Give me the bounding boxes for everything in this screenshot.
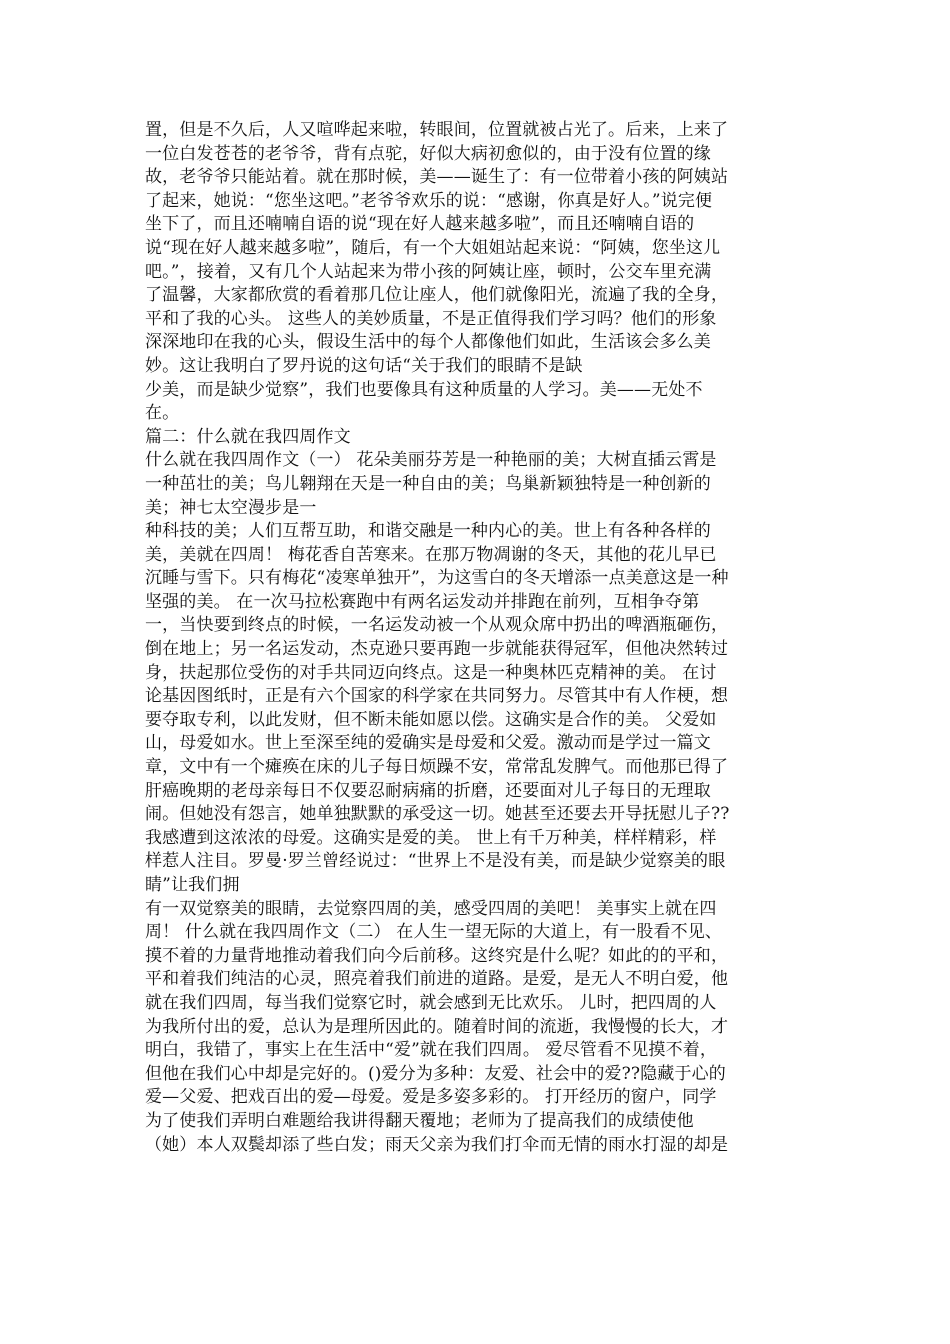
text-line: 了温馨，大家都欣赏的看着那几位让座人，他们就像阳光，流遍了我的全身， [145, 285, 729, 306]
text-line: 平和了我的心头。 这些人的美妙质量，不是正值得我们学习吗？他们的形象 [145, 308, 717, 329]
text-line: 一位白发苍苍的老爷爷，背有点驼，好似大病初愈似的，由于没有位置的缘 [145, 143, 711, 164]
text-line: 论基因图纸时，正是有六个国家的科学家在共同努力。尽管其中有人作梗，想 [145, 686, 729, 707]
text-line: 一，当快要到终点的时候，一名运发动被一个从观众席中扔出的啤酒瓶砸伤， [145, 615, 729, 636]
text-line: 坚强的美。 在一次马拉松赛跑中有两名运发动并排跑在前列，互相争夺第 [145, 591, 700, 612]
text-line: 爱—父爱、把戏百出的爱—母爱。爱是多姿多彩的。 打开经历的窗户，同学 [145, 1087, 717, 1108]
text-line: 有一双觉察美的眼睛，去觉察四周的美，感受四周的美吧！ 美事实上就在四 [145, 898, 717, 919]
text-line: 为我所付出的爱，总认为是理所因此的。随着时间的流逝，我慢慢的长大，才 [145, 1016, 729, 1037]
text-line: 美，美就在四周！ 梅花香自苦寒来。在那万物凋谢的冬天，其他的花儿早已 [145, 544, 717, 565]
text-line: 明白，我错了，事实上在生活中“爱”就在我们四周。 爱尽管看不见摸不着， [145, 1040, 718, 1061]
text-line: 章，文中有一个瘫痪在床的儿子每日烦躁不安，常常乱发脾气。而他那已得了 [145, 757, 729, 778]
text-line: 倒在地上；另一名运发动，杰克逊只要再跑一步就能获得冠军，但他决然转过 [145, 639, 729, 660]
text-line: 但他在我们心中却是完好的。()爱分为多种：友爱、社会中的爱??隐藏于心的 [145, 1063, 726, 1084]
text-line: 要夺取专利，以此发财，但不断未能如愿以偿。这确实是合作的美。 父爱如 [145, 709, 717, 730]
text-line: 平和着我们纯洁的心灵，照亮着我们前进的道路。是爱，是无人不明白爱，他 [145, 969, 729, 990]
text-line: 肝癌晚期的老母亲每日不仅要忍耐病痛的折磨，还要面对儿子每日的无理取 [145, 780, 711, 801]
text-line: 了起来，她说：“您坐这吧。”老爷爷欢乐的说：“感谢，你真是好人。”说完便 [145, 190, 713, 211]
text-line: 在。 [145, 403, 180, 424]
section-heading: 篇二：什么就在我四周作文 [145, 426, 351, 447]
text-line: 闹。但她没有怨言，她单独默默的承受这一切。她甚至还要去开导抚慰儿子?? [145, 804, 730, 825]
text-line: 样惹人注目。罗曼·罗兰曾经说过：“世界上不是没有美，而是缺少觉察美的眼 [145, 851, 726, 872]
text-line: （她）本人双鬓却添了些白发；雨天父亲为我们打伞而无情的雨水打湿的却是 [145, 1134, 729, 1155]
text-line: 沉睡与雪下。只有梅花“凌寒单独开”，为这雪白的冬天增添一点美意这是一种 [145, 568, 729, 589]
text-line: 故，老爷爷只能站着。就在那时候，美——诞生了：有一位带着小孩的阿姨站 [145, 167, 729, 188]
text-line: 为了使我们弄明白难题给我讲得翻天覆地；老师为了提高我们的成绩使他 [145, 1110, 694, 1131]
text-line: 说“现在好人越来越多啦”，随后，有一个大姐姐站起来说：“阿姨，您坐这儿 [145, 237, 721, 258]
text-line: 就在我们四周，每当我们觉察它时，就会感到无比欢乐。 儿时，把四周的人 [145, 992, 717, 1013]
text-line: 山，母爱如水。世上至深至纯的爱确实是母爱和父爱。激动而是学过一篇文 [145, 733, 711, 754]
text-line: 我感遭到这浓浓的母爱。这确实是爱的美。 世上有千万种美，样样精彩，样 [145, 827, 717, 848]
text-line: 置，但是不久后，人又喧哗起来啦，转眼间，位置就被占光了。后来，上来了 [145, 120, 729, 140]
text-line: 什么就在我四周作文（一） 花朵美丽芬芳是一种艳丽的美；大树直插云霄是 [145, 450, 717, 471]
text-line: 摸不着的力量背地推动着我们向今后前移。这终究是什么呢？如此的的平和， [145, 945, 729, 966]
text-line: 身，扶起那位受伤的对手共同迈向终点。这是一种奥林匹克精神的美。 在讨 [145, 662, 717, 683]
text-line: 妙。这让我明白了罗丹说的这句话“关于我们的眼睛不是缺 [145, 355, 583, 376]
text-line: 一种茁壮的美；鸟儿翱翔在天是一种自由的美；鸟巢新颖独特是一种创新的 [145, 473, 711, 494]
text-line: 少美，而是缺少觉察”，我们也要像具有这种质量的人学习。美——无处不 [145, 379, 703, 400]
text-line: 周！ 什么就在我四周作文（二） 在人生一望无际的大道上，有一股看不见、 [145, 922, 723, 943]
text-line: 美；神七太空漫步是一 [145, 497, 317, 518]
text-line: 吧。”，接着，又有几个人站起来为带小孩的阿姨让座，顿时，公交车里充满 [145, 261, 712, 282]
text-line: 坐下了，而且还喃喃自语的说“现在好人越来越多啦”，而且还喃喃自语的 [145, 214, 695, 235]
text-line: 种科技的美；人们互帮互助，和谐交融是一种内心的美。世上有各种各样的 [145, 521, 711, 542]
text-line: 睛”让我们拥 [145, 875, 240, 895]
body-text [145, 119, 815, 1157]
text-line: 深深地印在我的心头，假设生活中的每个人都像他们如此，生活该会多么美 [145, 332, 711, 353]
